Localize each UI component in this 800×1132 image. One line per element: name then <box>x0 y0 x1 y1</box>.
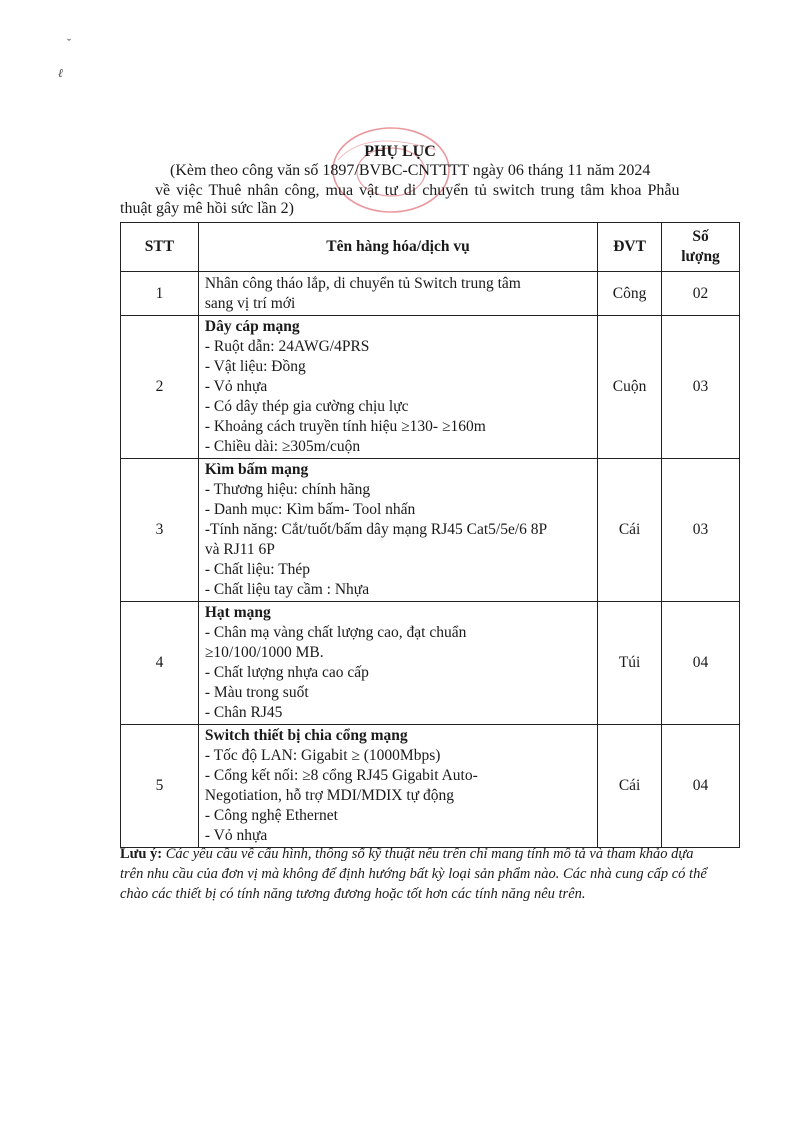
row-line: - Chất lượng nhựa cao cấp <box>204 664 369 681</box>
table-row <box>121 272 740 316</box>
row-description <box>198 725 597 848</box>
row-title: Dây cáp mạng <box>204 318 300 335</box>
row-stt: 2 <box>121 316 199 459</box>
row-line: - Công nghệ Ethernet <box>204 807 338 824</box>
row-line: ≥10/100/1000 MB. <box>204 644 324 661</box>
row-description <box>198 272 597 316</box>
note-paragraph <box>120 844 720 904</box>
reference-line-2: về việc Thuê nhân công, mua vật tư di chuyển tủ switch trung tâm khoa Phẫu <box>155 182 680 199</box>
header-name: Tên hàng hóa/dịch vụ <box>198 223 597 272</box>
row-line: - Chất liệu: Thép <box>204 561 311 578</box>
row-description <box>198 316 597 459</box>
row-line: - Chất liệu tay cầm : Nhựa <box>204 581 370 598</box>
items-table <box>120 222 740 848</box>
header-unit: ĐVT <box>598 223 662 272</box>
appendix-title: PHỤ LỤC <box>364 143 436 160</box>
row-line: - Chiều dài: ≥305m/cuộn <box>204 438 361 455</box>
row-title: Switch thiết bị chia cổng mạng <box>204 727 408 744</box>
table-header-row <box>121 223 740 272</box>
scan-mark: ℓ <box>58 66 63 80</box>
row-title: Kìm bấm mạng <box>204 461 309 478</box>
scan-mark: ˇ <box>67 36 71 50</box>
row-stt: 3 <box>121 459 199 602</box>
row-line: - Tốc độ LAN: Gigabit ≥ (1000Mbps) <box>204 747 441 764</box>
reference-line-3: thuật gây mê hồi sức lần 2) <box>120 200 294 217</box>
row-stt: 5 <box>121 725 199 848</box>
row-quantity: 04 <box>662 602 740 725</box>
table-row <box>121 725 740 848</box>
row-unit: Công <box>598 272 662 316</box>
row-description <box>198 459 597 602</box>
row-stt: 1 <box>121 272 199 316</box>
row-quantity: 04 <box>662 725 740 848</box>
header-quantity <box>662 223 740 272</box>
row-line: - Vỏ nhựa <box>204 378 268 395</box>
row-unit: Cái <box>598 725 662 848</box>
row-title: Hạt mạng <box>204 604 271 621</box>
table-row <box>121 459 740 602</box>
row-line: - Chân RJ45 <box>204 704 283 721</box>
row-line: và RJ11 6P <box>204 541 275 558</box>
header-stt: STT <box>121 223 199 272</box>
row-unit: Túi <box>598 602 662 725</box>
row-line: - Vỏ nhựa <box>204 827 268 844</box>
row-line: - Có dây thép gia cường chịu lực <box>204 398 409 415</box>
row-line: - Khoảng cách truyền tính hiệu ≥130- ≥160m <box>204 418 486 435</box>
row-quantity: 03 <box>662 316 740 459</box>
row-description <box>198 602 597 725</box>
row-line: - Ruột dẫn: 24AWG/4PRS <box>204 338 370 355</box>
row-line: Negotiation, hỗ trợ MDI/MDIX tự động <box>204 787 454 804</box>
header-quantity-line-1: Số <box>692 228 709 245</box>
row-line: - Danh mục: Kìm bấm- Tool nhấn <box>204 501 416 518</box>
row-unit: Cuộn <box>598 316 662 459</box>
row-line: -Tính năng: Cắt/tuốt/bấm dây mạng RJ45 Cat5/5e/6 8P <box>204 521 548 538</box>
table-row <box>121 316 740 459</box>
row-line: - Vật liệu: Đồng <box>204 358 306 375</box>
table-row <box>121 602 740 725</box>
row-unit: Cái <box>598 459 662 602</box>
note-label: Lưu ý: <box>120 846 163 862</box>
row-line: - Chân mạ vàng chất lượng cao, đạt chuẩn <box>204 624 467 641</box>
header-quantity-line-2: lượng <box>681 248 720 265</box>
row-line: Nhân công tháo lắp, di chuyển tủ Switch trung tâm <box>204 274 521 292</box>
row-stt: 4 <box>121 602 199 725</box>
row-line: - Màu trong suốt <box>204 684 309 701</box>
row-line: sang vị trí mới <box>204 294 296 312</box>
row-line: - Thương hiệu: chính hãng <box>204 481 371 498</box>
note-text: Các yêu cầu về cấu hình, thông số kỹ thuật nêu trên chỉ mang tính mô tả và tham khảo dựa trên nhu cầu của đơn vị mà không để định hướng bất kỳ loại sản phẩm nào. Các nhà cung cấp có thể chào các thiết bị có tính năng tương đương hoặc tốt hơn các tính năng nêu trên. <box>120 846 707 902</box>
row-quantity: 02 <box>662 272 740 316</box>
row-line: - Cổng kết nối: ≥8 cổng RJ45 Gigabit Auto- <box>204 767 478 784</box>
reference-line-1: (Kèm theo công văn số 1897/BVBC-CNTTTT ngày 06 tháng 11 năm 2024 <box>170 162 651 179</box>
row-quantity: 03 <box>662 459 740 602</box>
